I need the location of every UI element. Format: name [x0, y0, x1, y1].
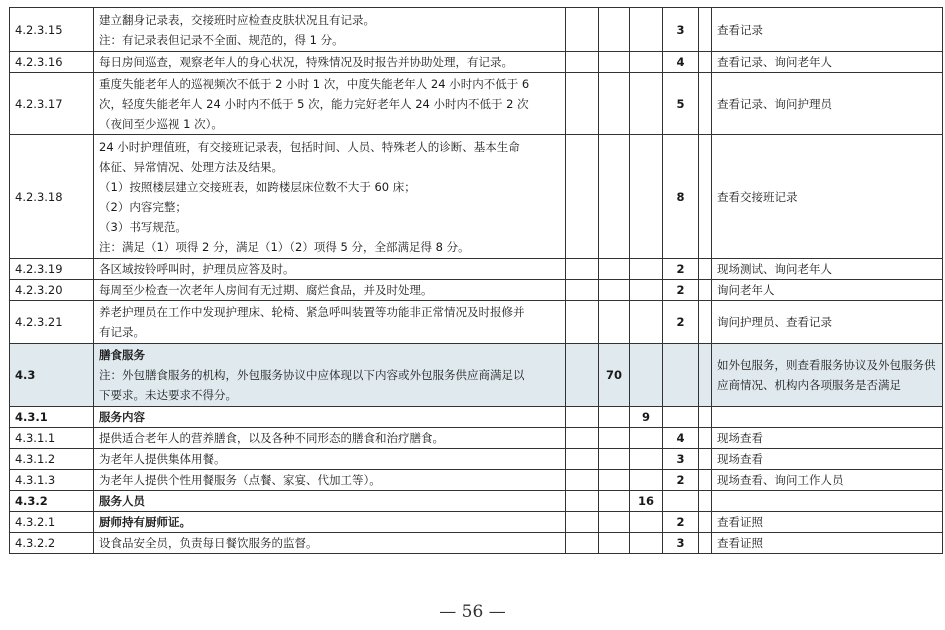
blank-cell: [699, 135, 712, 259]
table-row: [10, 449, 943, 470]
table-row: [10, 8, 943, 52]
item-code: 4.2.3.16: [10, 52, 94, 73]
item-score: 2: [663, 301, 699, 344]
item-code: 4.3.2.2: [10, 533, 94, 554]
item-score: 3: [663, 8, 699, 52]
item-code: 4.2.3.19: [10, 259, 94, 280]
item-code: 4.3.1.2: [10, 449, 94, 470]
table-row: [10, 301, 943, 344]
content-line: 注：有记录表但记录不全面、规范的，得 1 分。: [99, 32, 344, 47]
content-line: 各区域按铃呼叫时，护理员应答及时。: [99, 262, 295, 276]
blank-cell: [566, 449, 599, 470]
item-code: 4.2.3.17: [10, 73, 94, 135]
item-content: [94, 301, 566, 344]
blank-cell: [699, 491, 712, 512]
content-line: 厨师持有厨师证。: [99, 515, 191, 529]
table-row: [10, 470, 943, 491]
blank-cell: [599, 301, 630, 344]
blank-cell: [699, 470, 712, 491]
blank-cell: [566, 533, 599, 554]
item-content: [94, 135, 566, 259]
blank-cell: [699, 344, 712, 407]
content-line: 建立翻身记录表，交接班时应检查皮肤状况且有记录。: [99, 12, 375, 27]
item-score: 3: [663, 449, 699, 470]
blank-cell: [630, 512, 663, 533]
content-line: （3）书写规范。: [99, 219, 187, 234]
content-line: 每日房间巡查，观察老年人的身心状况，特殊情况及时报告并协助处理，有记录。: [99, 55, 513, 69]
method-text: 如外包服务，则查看服务协议及外包服务供应商情况、机构内各项服务是否满足: [717, 358, 936, 392]
blank-cell: [599, 280, 630, 301]
blank-cell: [663, 344, 699, 407]
content-line: 下要求。未达要求不得分。: [99, 388, 237, 402]
blank-cell: [566, 491, 599, 512]
item-code: 4.2.3.20: [10, 280, 94, 301]
content-line: 体征、异常情况、处理方法及结果。: [99, 159, 283, 174]
check-method: 查看记录、询问护理员: [712, 73, 943, 135]
table-row: [10, 259, 943, 280]
blank-cell: [566, 407, 599, 428]
item-code: 4.3.2.1: [10, 512, 94, 533]
blank-cell: [599, 73, 630, 135]
item-score: 2: [663, 280, 699, 301]
section-title: 膳食服务: [99, 348, 145, 362]
item-code: 4.3.2: [10, 491, 94, 512]
blank-cell: [699, 301, 712, 344]
content-line: （2）内容完整；: [99, 199, 187, 214]
content-line: 为老年人提供个性用餐服务（点餐、家宴、代加工等）。: [99, 473, 381, 487]
blank-cell: [566, 301, 599, 344]
check-method: 现场查看: [712, 449, 943, 470]
blank-cell: [599, 512, 630, 533]
blank-cell: [699, 280, 712, 301]
item-content: [94, 470, 566, 491]
table-row: [10, 512, 943, 533]
blank-cell: [566, 8, 599, 52]
subsection-score: 9: [630, 407, 663, 428]
blank-cell: [566, 280, 599, 301]
blank-cell: [599, 259, 630, 280]
check-method: 询问老年人: [712, 280, 943, 301]
content-line: 注：外包膳食服务的机构，外包服务协议中应体现以下内容或外包服务供应商满足以: [99, 368, 525, 382]
standards-table: [9, 7, 943, 554]
blank-cell: [566, 259, 599, 280]
item-score: 2: [663, 259, 699, 280]
item-score: 5: [663, 73, 699, 135]
blank-cell: [699, 449, 712, 470]
item-code: 4.2.3.15: [10, 8, 94, 52]
item-content: [94, 259, 566, 280]
item-score: 4: [663, 52, 699, 73]
check-method: [712, 491, 943, 512]
check-method: 现场查看: [712, 428, 943, 449]
blank-cell: [630, 135, 663, 259]
blank-cell: [599, 449, 630, 470]
subsection-row: [10, 407, 943, 428]
blank-cell: [630, 73, 663, 135]
blank-cell: [630, 344, 663, 407]
item-content: [94, 491, 566, 512]
check-method: [712, 344, 943, 407]
section-row: [10, 344, 943, 407]
blank-cell: [566, 470, 599, 491]
item-content: [94, 280, 566, 301]
blank-cell: [699, 52, 712, 73]
blank-cell: [663, 407, 699, 428]
blank-cell: [599, 8, 630, 52]
blank-cell: [630, 8, 663, 52]
blank-cell: [599, 491, 630, 512]
check-method: 询问护理员、查看记录: [712, 301, 943, 344]
blank-cell: [630, 449, 663, 470]
blank-cell: [566, 428, 599, 449]
blank-cell: [630, 428, 663, 449]
item-code: 4.2.3.21: [10, 301, 94, 344]
blank-cell: [699, 407, 712, 428]
content-line: 每周至少检查一次老年人房间有无过期、腐烂食品，并及时处理。: [99, 283, 433, 297]
check-method: 查看记录、询问老年人: [712, 52, 943, 73]
blank-cell: [699, 8, 712, 52]
item-score: 4: [663, 428, 699, 449]
table-row: [10, 280, 943, 301]
blank-cell: [663, 491, 699, 512]
blank-cell: [630, 280, 663, 301]
check-method: 现场测试、询问老年人: [712, 259, 943, 280]
item-content: [94, 512, 566, 533]
content-line: 为老年人提供集体用餐。: [99, 452, 226, 466]
item-code: 4.3.1.3: [10, 470, 94, 491]
blank-cell: [630, 301, 663, 344]
content-line: 24 小时护理值班，有交接班记录表，包括时间、人员、特殊老人的诊断、基本生命: [99, 139, 520, 154]
table-row: [10, 135, 943, 259]
content-line: 有记录。: [99, 325, 145, 339]
item-content: [94, 449, 566, 470]
check-method: [712, 407, 943, 428]
blank-cell: [699, 259, 712, 280]
blank-cell: [599, 470, 630, 491]
item-content: [94, 8, 566, 52]
blank-cell: [566, 344, 599, 407]
check-method: 查看记录: [712, 8, 943, 52]
subsection-title: 服务内容: [99, 410, 145, 424]
content-line: 设食品安全员，负责每日餐饮服务的监督。: [99, 536, 318, 550]
subsection-title: 服务人员: [99, 494, 145, 508]
item-content: [94, 73, 566, 135]
subsection-score: 16: [630, 491, 663, 512]
check-method: 查看交接班记录: [712, 135, 943, 259]
blank-cell: [630, 470, 663, 491]
page-number: — 56 —: [439, 602, 506, 622]
table-row: [10, 428, 943, 449]
blank-cell: [599, 428, 630, 449]
check-method: 查看证照: [712, 512, 943, 533]
content-line: 次，轻度失能老年人 24 小时内不低于 5 次，能力完好老年人 24 小时内不低于 2 次: [99, 96, 529, 111]
subsection-row: [10, 491, 943, 512]
content-line: 养老护理员在工作中发现护理床、轮椅、紧急呼叫装置等功能非正常情况及时报修并: [99, 305, 525, 319]
check-method: 查看证照: [712, 533, 943, 554]
blank-cell: [566, 52, 599, 73]
content-line: （1）按照楼层建立交接班表，如跨楼层床位数不大于 60 床；: [99, 179, 416, 194]
item-content: [94, 533, 566, 554]
item-code: 4.2.3.18: [10, 135, 94, 259]
blank-cell: [566, 135, 599, 259]
check-method: 现场查看、询问工作人员: [712, 470, 943, 491]
section-code: 4.3: [10, 344, 94, 407]
item-content: [94, 407, 566, 428]
content-line: 重度失能老年人的巡视频次不低于 2 小时 1 次，中度失能老年人 24 小时内不低于 6: [99, 76, 530, 91]
section-score: 70: [599, 344, 630, 407]
blank-cell: [699, 533, 712, 554]
item-code: 4.3.1.1: [10, 428, 94, 449]
section-content: [94, 344, 566, 407]
blank-cell: [699, 428, 712, 449]
table-row: [10, 73, 943, 135]
table-row: [10, 52, 943, 73]
content-line: 提供适合老年人的营养膳食，以及各种不同形态的膳食和治疗膳食。: [99, 431, 444, 445]
item-content: [94, 428, 566, 449]
blank-cell: [599, 52, 630, 73]
blank-cell: [630, 52, 663, 73]
blank-cell: [599, 407, 630, 428]
table-row: [10, 533, 943, 554]
blank-cell: [566, 73, 599, 135]
blank-cell: [630, 533, 663, 554]
item-score: 3: [663, 533, 699, 554]
blank-cell: [630, 259, 663, 280]
item-score: 2: [663, 512, 699, 533]
content-line: 注：满足（1）项得 2 分，满足（1）（2）项得 5 分，全部满足得 8 分。: [99, 239, 470, 254]
blank-cell: [599, 135, 630, 259]
blank-cell: [566, 512, 599, 533]
blank-cell: [599, 533, 630, 554]
item-content: [94, 52, 566, 73]
blank-cell: [699, 512, 712, 533]
item-code: 4.3.1: [10, 407, 94, 428]
item-score: 2: [663, 470, 699, 491]
blank-cell: [699, 73, 712, 135]
content-line: （夜间至少巡视 1 次）。: [99, 116, 223, 131]
item-score: 8: [663, 135, 699, 259]
